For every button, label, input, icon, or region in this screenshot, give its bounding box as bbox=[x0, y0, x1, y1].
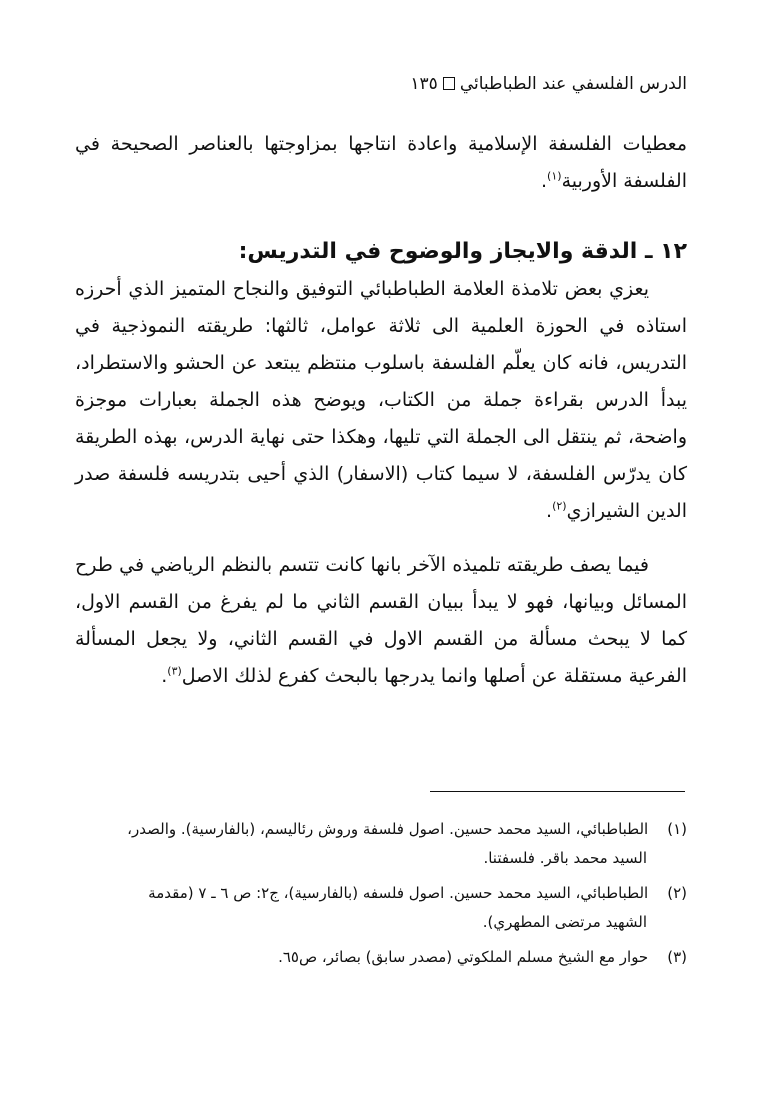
footnote-ref-2: (٢) bbox=[552, 499, 567, 513]
paragraph-2-text: فيما يصف طريقته تلميذه الآخر بانها كانت تتسم بالنظم الرياضي في طرح المسائل وبيانها، فهو لا يبدأ ببيان القسم الثاني ما لم يفرغ من القسم الاول، كما لا يبحث مسألة من القسم الاول في القسم الثاني، ولا يجعل المسألة الفرعية مستقلة عن أصلها وانما يدرجها بالبحث كفرع لذلك الاصل bbox=[75, 554, 687, 687]
section-heading: ١٢ ـ الدقة والايجاز والوضوح في التدريس: bbox=[238, 239, 687, 264]
footnote-2 bbox=[75, 879, 687, 937]
page-number: ١٣٥ bbox=[410, 74, 438, 94]
footnote-1 bbox=[75, 815, 687, 873]
paragraph-2 bbox=[75, 547, 687, 695]
paragraph-1-end: . bbox=[546, 500, 553, 522]
footnote-1-line-1: الطباطبائي، السيد محمد حسين. اصول فلسفة وروش رئاليسم، (بالفارسية). والصدر، bbox=[127, 820, 649, 838]
footnote-3-line-1: حوار مع الشيخ مسلم الملكوتي (مصدر سابق) بصائر، ص٦٥. bbox=[278, 948, 649, 966]
footnotes bbox=[75, 815, 687, 978]
footnote-divider bbox=[430, 791, 685, 792]
footnote-2-line-1: الطباطبائي، السيد محمد حسين. اصول فلسفه (بالفارسية)، ج٢: ص ٦ ـ ٧ (مقدمة bbox=[148, 884, 649, 902]
footnote-2-number: (٢) bbox=[667, 884, 687, 902]
paragraph-1-text: يعزي بعض تلامذة العلامة الطباطبائي التوفيق والنجاح المتميز الذي أحرزه استاذه في الحوزة العلمية الى ثلاثة عوامل، ثالثها: طريقته النموذجية في التدريس، فانه كان يعلّم الفلسفة باسلوب منتظم يبتعد عن الحشو والاستطراد، يبدأ الدرس بقراءة جملة من الكتاب، ويوضح هذه الجملة بعبارات موجزة واضحة، ثم ينتقل الى الجملة التي تليها، وهكذا حتى نهاية الدرس، بهذه الطريقة كان يدرّس الفلسفة، لا سيما كتاب (الاسفار) الذي أحيى بتدريسه فلسفة صدر الدين الشيرازي bbox=[75, 278, 687, 522]
footnote-ref-3: (٣) bbox=[167, 664, 182, 678]
footnote-1-line-2: السيد محمد باقر. فلسفتنا. bbox=[483, 849, 647, 867]
running-head-title: الدرس الفلسفي عند الطباطبائي bbox=[459, 74, 687, 94]
footnote-ref-1: (١) bbox=[547, 169, 562, 183]
running-head bbox=[410, 74, 687, 94]
footnote-1-number: (١) bbox=[667, 820, 687, 838]
intro-text: معطيات الفلسفة الإسلامية واعادة انتاجها بمزاوجتها بالعناصر الصحيحة في الفلسفة الأوربية bbox=[75, 133, 687, 192]
intro-paragraph bbox=[75, 126, 687, 200]
footnote-3 bbox=[75, 943, 687, 972]
intro-end: . bbox=[541, 170, 548, 192]
square-ornament-icon bbox=[443, 77, 455, 90]
paragraph-1 bbox=[75, 271, 687, 530]
footnote-3-number: (٣) bbox=[667, 948, 687, 966]
footnote-2-line-2: الشهيد مرتضى المطهري). bbox=[482, 913, 647, 931]
paragraph-2-end: . bbox=[161, 665, 168, 687]
